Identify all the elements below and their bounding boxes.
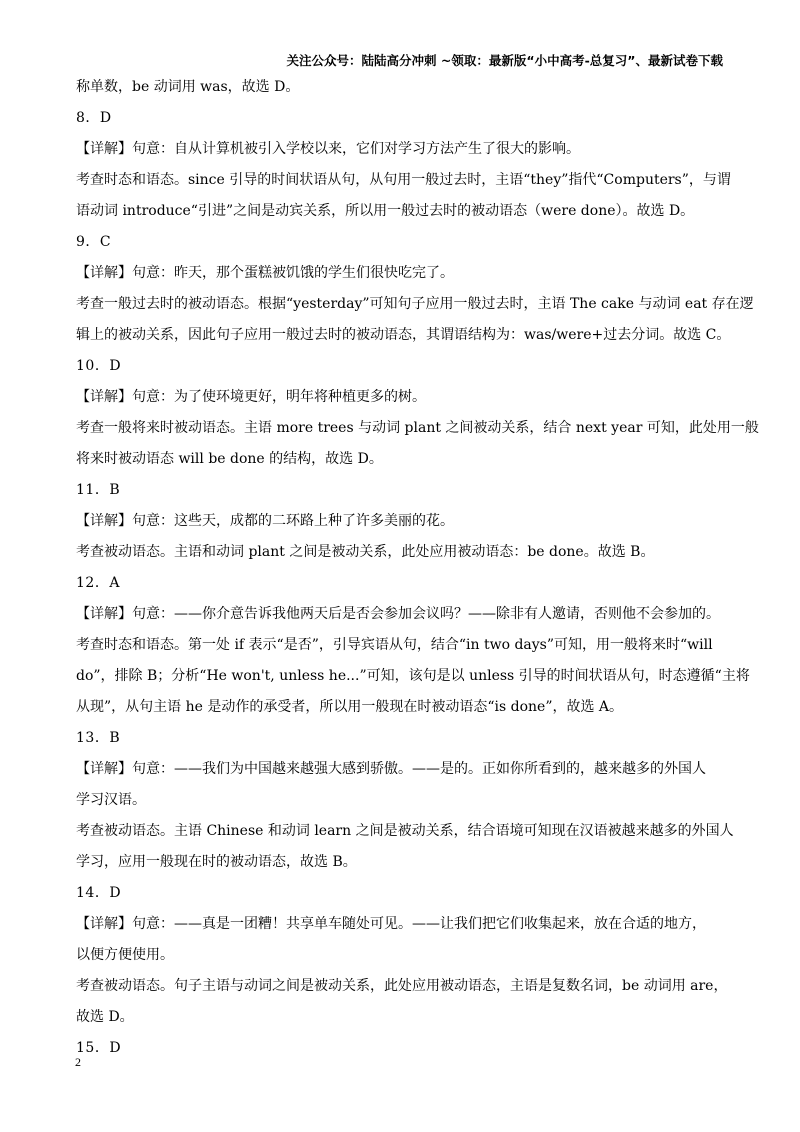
text-line: 【详解】句意：这些天，成都的二环路上种了许多美丽的花。 (76, 513, 454, 529)
text-line: 考查一般过去时的被动语态。根据“yesterday”可知句子应用一般过去时，主语 The cake 与动词 eat 存在逻 (76, 296, 754, 312)
question-number: 8．D (76, 110, 112, 126)
question-number: 15．D (76, 1040, 122, 1056)
page-number: 2 (75, 1055, 81, 1069)
question-number: 12．A (76, 575, 120, 591)
text-line: do”，排除 B；分析“He won't, unless he...”可知，该句是以 unless 引导的时间状语从句，时态遵循“主将 (76, 668, 750, 684)
text-line: 考查被动语态。主语 Chinese 和动词 learn 之间是被动关系，结合语境可知现在汉语被越来越多的外国人 (76, 823, 734, 839)
text-line: 考查时态和语态。第一处 if 表示“是否”，引导宾语从句，结合“in two days”可知，用一般将来时“will (76, 637, 713, 653)
page-header: 关注公众号：陆陆高分冲刺 ~领取：最新版“小中高考-总复习”、最新试卷下载 (286, 53, 723, 68)
text-line: 从现”，从句主语 he 是动作的承受者，所以用一般现在时被动语态“is done”，故选 A。 (76, 699, 624, 715)
text-line: 考查时态和语态。since 引导的时间状语从句，从句用一般过去时，主语“they”指代“Computers”，与谓 (76, 172, 731, 188)
text-line: 考查被动语态。主语和动词 plant 之间是被动关系，此处应用被动语态：be done。故选 B。 (76, 544, 655, 560)
text-line: 【详解】句意：——真是一团糟！共享单车随处可见。——让我们把它们收集起来，放在合适的地方， (76, 916, 706, 932)
question-number: 11．B (76, 482, 121, 498)
text-line: 考查被动语态。句子主语与动词之间是被动关系，此处应用被动语态，主语是复数名词，be 动词用 are， (76, 978, 728, 994)
text-line: 称单数，be 动词用 was，故选 D。 (76, 79, 300, 95)
text-line: 语动词 introduce“引进”之间是动宾关系，所以用一般过去时的被动语态（were done）。故选 D。 (76, 203, 695, 219)
text-line: 【详解】句意：昨天，那个蛋糕被饥饿的学生们很快吃完了。 (76, 265, 454, 281)
text-line: 考查一般将来时被动语态。主语 more trees 与动词 plant 之间被动关系，结合 next year 可知，此处用一般 (76, 420, 759, 436)
text-line: 将来时被动语态 will be done 的结构，故选 D。 (76, 451, 383, 467)
text-line: 【详解】句意：自从计算机被引入学校以来，它们对学习方法产生了很大的影响。 (76, 141, 580, 157)
text-line: 以便方便使用。 (76, 947, 174, 963)
document-body (76, 72, 759, 1064)
question-number: 10．D (76, 358, 122, 374)
text-line: 【详解】句意：——你介意告诉我他两天后是否会参加会议吗？——除非有人邀请，否则他不会参加的。 (76, 606, 720, 622)
question-number: 14．D (76, 885, 122, 901)
text-line: 学习，应用一般现在时的被动语态，故选 B。 (76, 854, 357, 870)
text-line: 【详解】句意：为了使环境更好，明年将种植更多的树。 (76, 389, 426, 405)
question-number: 13．B (76, 730, 121, 746)
text-line: 故选 D。 (76, 1009, 134, 1025)
text-line: 学习汉语。 (76, 792, 146, 808)
text-line: 【详解】句意：——我们为中国越来越强大感到骄傲。——是的。正如你所看到的，越来越多的外国人 (76, 761, 706, 777)
text-line: 辑上的被动关系，因此句子应用一般过去时的被动语态，其谓语结构为：was/were+过去分词。故选 C。 (76, 327, 731, 343)
question-number: 9．C (76, 234, 112, 250)
